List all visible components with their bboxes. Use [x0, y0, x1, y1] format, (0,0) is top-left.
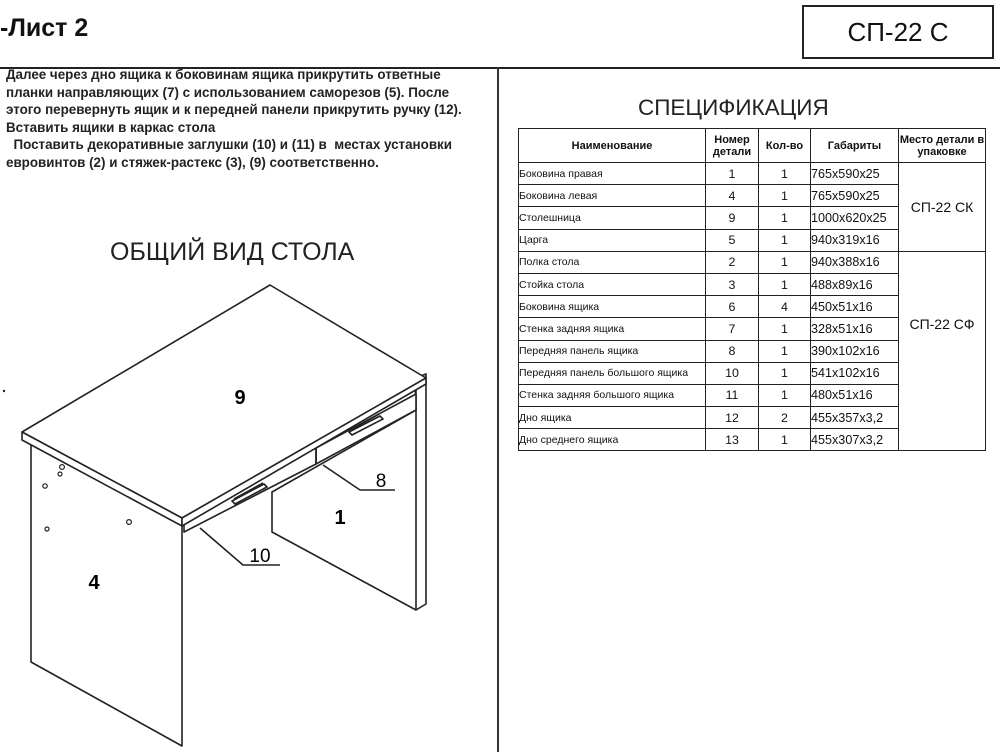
header-name: Наименование: [519, 129, 706, 163]
cell-dims: 940х319х16: [811, 229, 899, 251]
instruction-line: Вставить ящики в каркас стола: [6, 119, 216, 135]
cell-dims: 1000х620х25: [811, 207, 899, 229]
cell-name: Столешница: [519, 207, 706, 229]
specification-title: СПЕЦИФИКАЦИЯ: [638, 95, 829, 120]
cell-number: 10: [706, 362, 759, 384]
cell-number: 8: [706, 340, 759, 362]
cell-dims: 480х51х16: [811, 384, 899, 406]
cell-qty: 1: [759, 273, 811, 295]
header-dims: Габариты: [811, 129, 899, 163]
assembly-instructions: [6, 66, 494, 172]
cell-qty: 1: [759, 384, 811, 406]
instruction-line: Далее через дно ящика к боковинам ящика прикрутить ответные: [6, 67, 441, 82]
instruction-line: планки направляющих (7) с использованием саморезов (5). После: [6, 84, 450, 100]
header-number: Номер детали: [706, 129, 759, 163]
specification-table: [518, 128, 986, 451]
instruction-line: Поставить декоративные заглушки (10) и (11) в местах установки: [6, 137, 452, 153]
cell-dims: 488х89х16: [811, 273, 899, 295]
cell-qty: 1: [759, 362, 811, 384]
table-header-row: [519, 129, 986, 163]
cell-dims: 541х102х16: [811, 362, 899, 384]
header-qty: Кол-во: [759, 129, 811, 163]
cell-qty: 2: [759, 407, 811, 429]
cell-number: 2: [706, 251, 759, 273]
cell-qty: 1: [759, 251, 811, 273]
cell-number: 7: [706, 318, 759, 340]
cell-name: Дно среднего ящика: [519, 429, 706, 451]
label-top: 9: [234, 387, 246, 409]
cell-pack-group: СП-22 СК: [899, 163, 986, 252]
cell-qty: 1: [759, 207, 811, 229]
cell-dims: 940х388х16: [811, 251, 899, 273]
document-code: [802, 5, 994, 59]
header-pack: Место детали в упаковке: [899, 129, 986, 163]
cell-name: Передняя панель большого ящика: [519, 362, 706, 384]
cell-pack-group: СП-22 СФ: [899, 251, 986, 451]
cell-qty: 1: [759, 229, 811, 251]
cell-number: 6: [706, 296, 759, 318]
cell-dims: 455х357х3,2: [811, 407, 899, 429]
instruction-line: этого перевернуть ящик и к передней панели прикрутить ручку (12).: [6, 102, 462, 118]
cell-qty: 1: [759, 163, 811, 185]
cell-qty: 1: [759, 318, 811, 340]
cell-name: Царга: [519, 229, 706, 251]
cell-number: 12: [706, 407, 759, 429]
cell-number: 11: [706, 384, 759, 406]
cell-dims: 765х590х25: [811, 185, 899, 207]
cell-dims: 450х51х16: [811, 296, 899, 318]
cell-name: Дно ящика: [519, 407, 706, 429]
cell-number: 1: [706, 163, 759, 185]
general-view-title: ОБЩИЙ ВИД СТОЛА: [110, 238, 355, 266]
cell-name: Полка стола: [519, 251, 706, 273]
label-drawer-small: 8: [375, 471, 387, 492]
cell-number: 13: [706, 429, 759, 451]
sheet-title: -Лист 2: [0, 14, 89, 42]
cell-name: Стенка задняя большого ящика: [519, 384, 706, 406]
cell-name: Стойка стола: [519, 273, 706, 295]
cell-name: Передняя панель ящика: [519, 340, 706, 362]
cell-number: 5: [706, 229, 759, 251]
label-side-right: 1: [334, 507, 346, 529]
cell-number: 3: [706, 273, 759, 295]
cell-qty: 1: [759, 340, 811, 362]
instruction-line: евровинтов (2) и стяжек-растекс (3), (9) соответственно.: [6, 154, 379, 170]
cell-qty: 1: [759, 429, 811, 451]
table-row: [519, 251, 986, 273]
document-code-text: СП-22 С: [847, 16, 949, 47]
cell-number: 9: [706, 207, 759, 229]
cell-qty: 4: [759, 296, 811, 318]
cell-dims: 765х590х25: [811, 163, 899, 185]
cell-dims: 328х51х16: [811, 318, 899, 340]
cell-name: Боковина левая: [519, 185, 706, 207]
cell-qty: 1: [759, 185, 811, 207]
cell-name: Стенка задняя ящика: [519, 318, 706, 340]
cell-dims: 390х102х16: [811, 340, 899, 362]
cell-dims: 455х307х3,2: [811, 429, 899, 451]
cell-name: Боковина ящика: [519, 296, 706, 318]
desk-drawing: [0, 270, 497, 752]
label-side-left: 4: [88, 572, 100, 594]
column-divider: [497, 67, 499, 752]
label-drawer-large: 10: [249, 546, 271, 567]
table-row: [519, 163, 986, 185]
cell-name: Боковина правая: [519, 163, 706, 185]
cell-number: 4: [706, 185, 759, 207]
